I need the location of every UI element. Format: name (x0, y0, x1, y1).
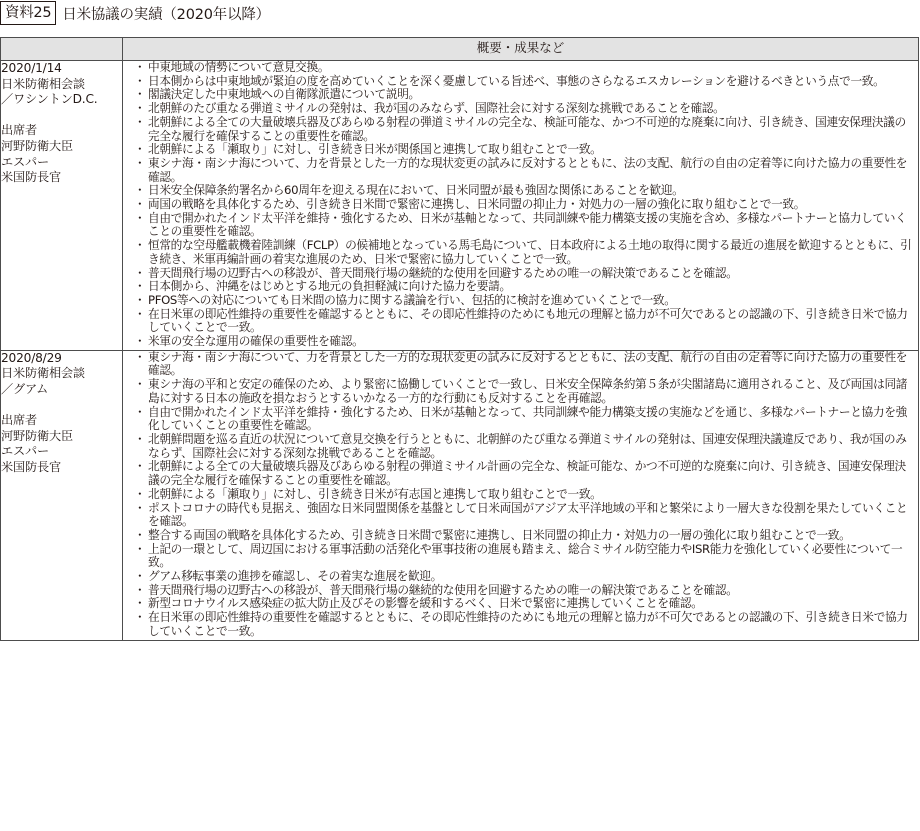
header-cell-summary: 概要・成果など (123, 38, 919, 61)
summary-item: ・ 在日米軍の即応性維持の重要性を確認するとともに、その即応性維持のためにも地元の理解と協力が不可欠であるとの認識の下、引き続き日米で協力していくことで一致。 (135, 611, 914, 638)
attendees-label: 出席者 (1, 413, 37, 428)
summary-item: ・ 中東地域の情勢について意見交換。 (135, 61, 914, 75)
summary-item: ・ 東シナ海・南シナ海について、力を背景とした一方的な現状変更の試みに反対するとともに、法の支配、航行の自由の定着等に向けた協力の重要性を確認。 (135, 157, 914, 184)
summary-cell (123, 61, 919, 351)
summary-item: ・ 両国の戦略を具体化するため、引き続き日米間で緊密に連携し、日米同盟の抑止力・対処力の一層の強化に取り組むことで一致。 (135, 198, 914, 212)
summary-item: ・ 新型コロナウイルス感染症の拡大防止及びその影響を緩和するべく、日米で緊密に連携していくことを確認。 (135, 597, 914, 611)
summary-item: ・ 恒常的な空母艦載機着陸訓練（FCLP）の候補地となっている馬毛島について、日本政府による土地の取得に関する最近の進展を歓迎するとともに、引き続き、米軍再編計画の着実な進展のため、日米で緊密に協力していくことで一致。 (135, 239, 914, 266)
attendee: 米国防長官 (1, 170, 61, 185)
meeting-info-cell (1, 350, 123, 640)
consultation-table (0, 37, 919, 641)
summary-item: ・ 北朝鮮のたび重なる弾道ミサイルの発射は、我が国のみならず、国際社会に対する深刻な挑戦であることを確認。 (135, 102, 914, 116)
meeting-info-cell (1, 61, 123, 351)
summary-item: ・ 北朝鮮問題を巡る直近の状況について意見交換を行うとともに、北朝鮮のたび重なる弾道ミサイルの発射は、国連安保理決議違反であり、我が国のみならず、国際社会に対する深刻な挑戦であることを確認。 (135, 433, 914, 460)
summary-item: ・ 米軍の安全な運用の確保の重要性を確認。 (135, 335, 914, 349)
attendee: エスパー (1, 154, 49, 169)
summary-item: ・ 普天間飛行場の辺野古への移設が、普天間飛行場の継続的な使用を回避するための唯一の解決策であることを確認。 (135, 267, 914, 281)
summary-cell (123, 350, 919, 640)
meeting-place: ／ワシントンD.C. (1, 92, 98, 107)
summary-list (123, 61, 918, 350)
meeting-name: 日米防衛相会談 (1, 76, 85, 91)
document-header (0, 0, 270, 26)
table-header-row (1, 38, 919, 61)
attendee: 河野防衛大臣 (1, 428, 73, 443)
meeting-date: 2020/8/29 (1, 350, 62, 365)
meeting-date: 2020/1/14 (1, 61, 62, 75)
summary-item: ・ 北朝鮮による全ての大量破壊兵器及びあらゆる射程の弾道ミサイル計画の完全な、検証可能な、かつ不可逆的な廃棄に向け、引き続き、国連安保理決議の完全な履行を確保することの重要性を確認。 (135, 460, 914, 487)
attendee: エスパー (1, 444, 49, 459)
table-row (1, 61, 919, 351)
document-title: 日米協議の実績（2020年以降） (62, 6, 270, 23)
summary-item: ・ 東シナ海の平和と安定の確保のため、より緊密に協働していくことで一致し、日米安全保障条約第５条が尖閣諸島に適用されること、及び両国は同諸島に対する日本の施政を損なおうとするいかなる一方的な行動にも反対することを再確認。 (135, 378, 914, 405)
summary-item: ・ 東シナ海・南シナ海について、力を背景とした一方的な現状変更の試みに反対するとともに、法の支配、航行の自由の定着等に向けた協力の重要性を確認。 (135, 351, 914, 378)
summary-item: ・ 日本側からは中東地域が緊迫の度を高めていくことを深く憂慮している旨述べ、事態のさらなるエスカレーションを避けるべきという点で一致。 (135, 75, 914, 89)
summary-item: ・ グアム移転事業の進捗を確認し、その着実な進展を歓迎。 (135, 570, 914, 584)
summary-item: ・ 整合する両国の戦略を具体化するため、引き続き日米間で緊密に連携し、日米同盟の抑止力・対処力の一層の強化に取り組むことで一致。 (135, 529, 914, 543)
meeting-name: 日米防衛相会談 (1, 366, 85, 381)
summary-item: ・ 北朝鮮による「瀬取り」に対し、引き続き日米が有志国と連携して取り組むことで一致。 (135, 488, 914, 502)
attendees-label: 出席者 (1, 123, 37, 138)
summary-item: ・ 日本側から、沖縄をはじめとする地元の負担軽減に向けた協力を要請。 (135, 280, 914, 294)
table-row (1, 350, 919, 640)
summary-item: ・ PFOS等への対応についても日米間の協力に関する議論を行い、包括的に検討を進めていくことで一致。 (135, 294, 914, 308)
summary-item: ・ 自由で開かれたインド太平洋を維持・強化するため、日米が基軸となって、共同訓練や能力構築支援の実施などを通じ、多様なパートナーと協力を強化していくことの重要性を確認。 (135, 406, 914, 433)
attendee: 米国防長官 (1, 459, 61, 474)
summary-list (123, 351, 918, 640)
header-cell-empty (1, 38, 123, 61)
summary-item: ・ 北朝鮮による「瀬取り」に対し、引き続き日米が関係国と連携して取り組むことで一致。 (135, 143, 914, 157)
document-label: 資料25 (0, 1, 56, 25)
summary-item: ・ 普天間飛行場の辺野古への移設が、普天間飛行場の継続的な使用を回避するための唯一の解決策であることを確認。 (135, 584, 914, 598)
summary-item: ・ ポストコロナの時代も見据え、強固な日米同盟関係を基盤として日米両国がアジア太平洋地域の平和と繁栄により一層大きな役割を果たしていくことを確認。 (135, 502, 914, 529)
summary-item: ・ 日米安全保障条約署名から60周年を迎える現在において、日米同盟が最も強固な関係にあることを歓迎。 (135, 184, 914, 198)
summary-item: ・ 自由で開かれたインド太平洋を維持・強化するため、日米が基軸となって、共同訓練や能力構築支援の実施を含め、多様なパートナーと協力していくことの重要性を確認。 (135, 212, 914, 239)
meeting-place: ／グアム (1, 381, 49, 396)
summary-item: ・ 閣議決定した中東地域への自衛隊派遣について説明。 (135, 88, 914, 102)
attendee: 河野防衛大臣 (1, 138, 73, 153)
summary-item: ・ 上記の一環として、周辺国における軍事活動の活発化や軍事技術の進展も踏まえ、総合ミサイル防空能力やISR能力を強化していく必要性について一致。 (135, 543, 914, 570)
summary-item: ・ 在日米軍の即応性維持の重要性を確認するとともに、その即応性維持のためにも地元の理解と協力が不可欠であるとの認識の下、引き続き日米で協力していくことで一致。 (135, 308, 914, 335)
summary-item: ・ 北朝鮮による全ての大量破壊兵器及びあらゆる射程の弾道ミサイルの完全な、検証可能な、かつ不可逆的な廃棄に向け、引き続き、国連安保理決議の完全な履行を確保することの重要性を確認。 (135, 116, 914, 143)
